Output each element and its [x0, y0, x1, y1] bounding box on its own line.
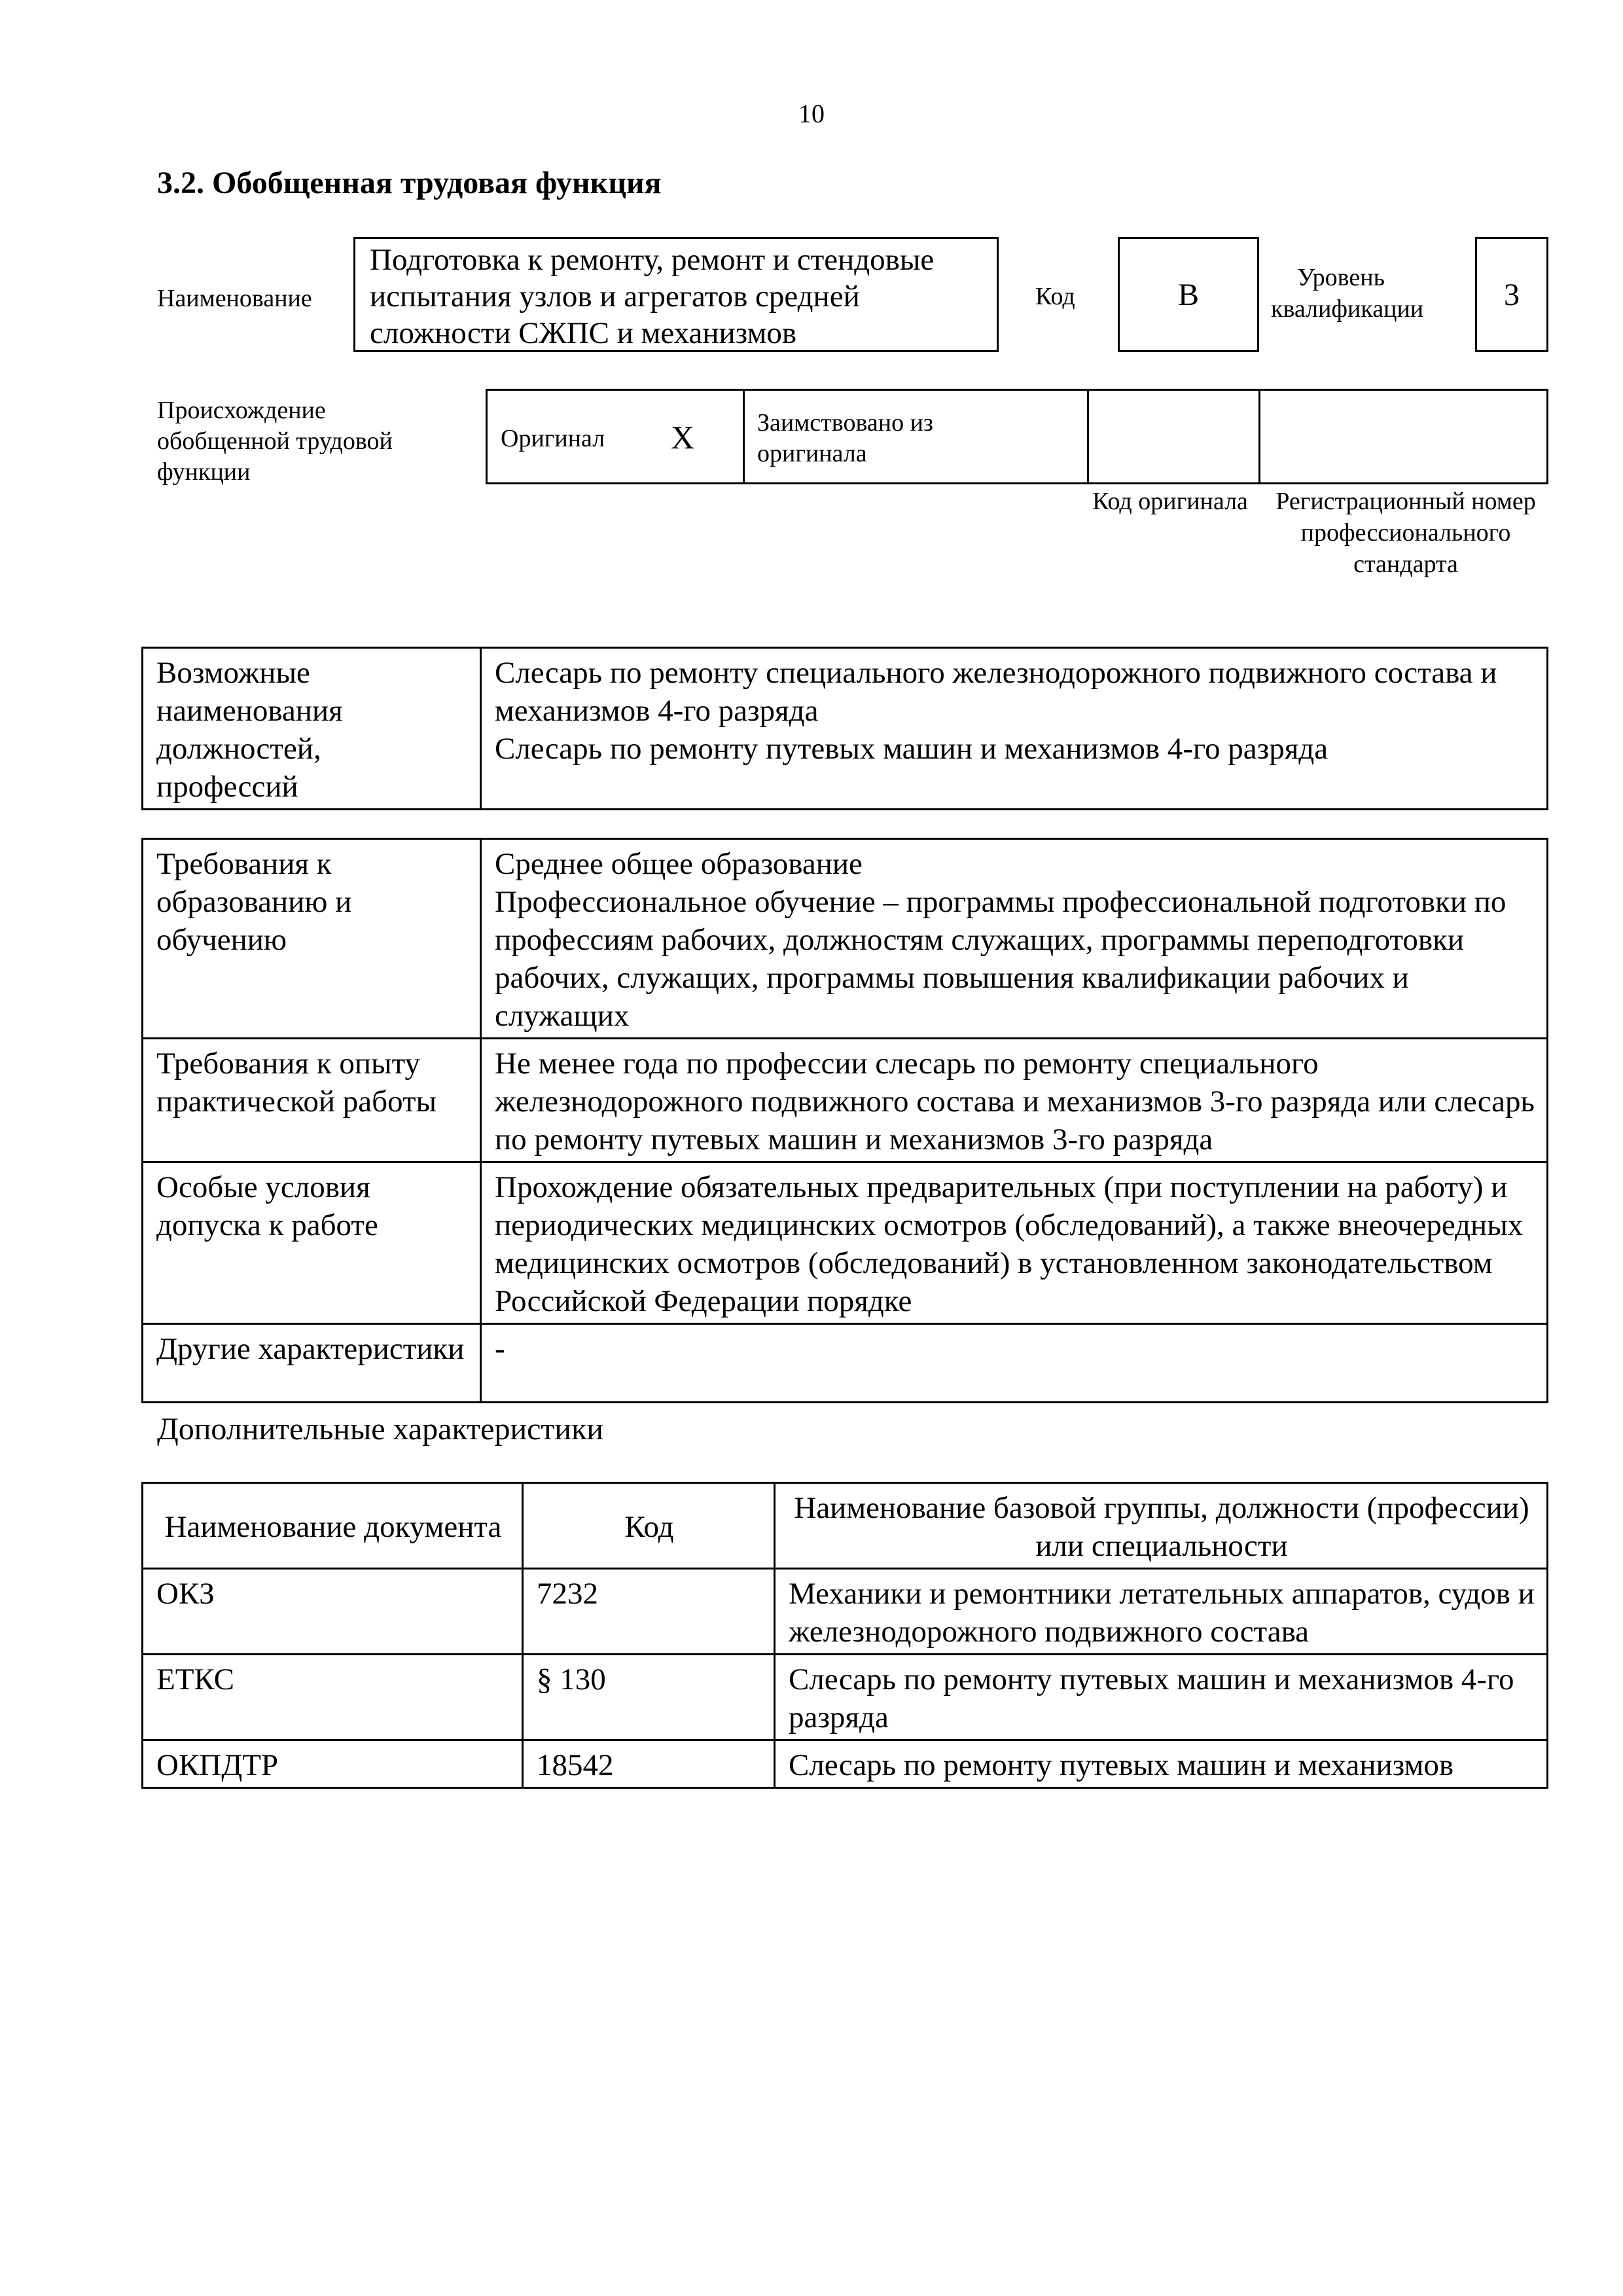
qualification-level-label: Уровень квалификации — [1271, 264, 1424, 323]
group-name: Слесарь по ремонту путевых машин и механизмов — [775, 1740, 1548, 1788]
education-label: Требования к образованию и обучению — [143, 839, 481, 1039]
group-name: Механики и ремонтники летательных аппаратов, судов и железнодорожного подвижного состава — [775, 1569, 1548, 1655]
additional-title: Дополнительные характеристики — [157, 1412, 604, 1446]
positions-table — [141, 647, 1548, 810]
table-header-row — [143, 1483, 1548, 1569]
reg-number-caption: Регистрационный номер профессионального стандарта — [1275, 488, 1536, 578]
table-row — [143, 839, 1548, 1039]
education-line: Профессиональное обучение – программы профессиональной подготовки по профессиям рабочих, должностям служащих, программы переподготовки рабочих, служащих, программы повышения квалификации рабочих и служащих — [495, 885, 1507, 1033]
original-mark: Х — [671, 419, 695, 456]
position-item: Слесарь по ремонту специального железнодорожного подвижного состава и механизмов 4-го разряда — [495, 656, 1497, 728]
doc-code: § 130 — [523, 1655, 775, 1740]
requirements-table — [141, 838, 1548, 1403]
original-label: Оригинал — [501, 425, 605, 452]
position-item: Слесарь по ремонту путевых машин и механизмов 4-го разряда — [495, 732, 1329, 766]
section-title: 3.2. Обобщенная трудовая функция — [157, 166, 662, 200]
origin-divider — [1087, 389, 1089, 484]
origin-label: Происхождение обобщенной трудовой функции — [157, 397, 393, 486]
doc-name: ЕТКС — [143, 1655, 523, 1740]
origin-divider — [1258, 389, 1260, 484]
admission-label: Особые условия допуска к работе — [143, 1162, 481, 1324]
column-header: Наименование документа — [143, 1483, 523, 1569]
code-original-caption: Код оригинала — [1092, 488, 1248, 515]
name-label: Наименование — [157, 285, 312, 312]
experience-value: Не менее года по профессии слесарь по ремонту специального железнодорожного подвижного состава и механизмов 3-го разряда или слесарь по ремонту путевых машин и механизмов 3-го разряда — [481, 1039, 1548, 1162]
page-number: 10 — [798, 99, 825, 128]
borrowed-label: Заимствовано из оригинала — [757, 409, 933, 467]
doc-name: ОКЗ — [143, 1569, 523, 1655]
doc-name: ОКПДТР — [143, 1740, 523, 1788]
code-value: В — [1118, 237, 1259, 352]
column-header: Код — [523, 1483, 775, 1569]
origin-divider — [743, 389, 745, 484]
function-name-value: Подготовка к ремонту, ремонт и стендовые испытания узлов и агрегатов средней сложности СЖПС и механизмов — [353, 237, 999, 352]
positions-values — [481, 648, 1548, 810]
additional-table — [141, 1482, 1548, 1789]
other-label: Другие характеристики — [143, 1324, 481, 1403]
table-row — [143, 1162, 1548, 1324]
group-name: Слесарь по ремонту путевых машин и механизмов 4-го разряда — [775, 1655, 1548, 1740]
table-row — [143, 1569, 1548, 1655]
experience-label: Требования к опыту практической работы — [143, 1039, 481, 1162]
qualification-level-value: 3 — [1475, 237, 1548, 352]
doc-code: 7232 — [523, 1569, 775, 1655]
table-row — [143, 1740, 1548, 1788]
doc-code: 18542 — [523, 1740, 775, 1788]
table-row — [143, 1039, 1548, 1162]
table-row — [143, 1655, 1548, 1740]
education-value — [481, 839, 1548, 1039]
origin-box — [486, 389, 1548, 484]
other-value: - — [481, 1324, 1548, 1403]
admission-value: Прохождение обязательных предварительных (при поступлении на работу) и периодических медицинских осмотров (обследований), а также внеочередных медицинских осмотров (обследований) в установленном законодательством Российской Федерации порядке — [481, 1162, 1548, 1324]
code-label: Код — [1035, 283, 1075, 310]
column-header: Наименование базовой группы, должности (профессии) или специальности — [775, 1483, 1548, 1569]
table-row — [143, 1324, 1548, 1403]
positions-label: Возможные наименования должностей, профессий — [143, 648, 481, 810]
education-line: Среднее общее образование — [495, 847, 863, 881]
